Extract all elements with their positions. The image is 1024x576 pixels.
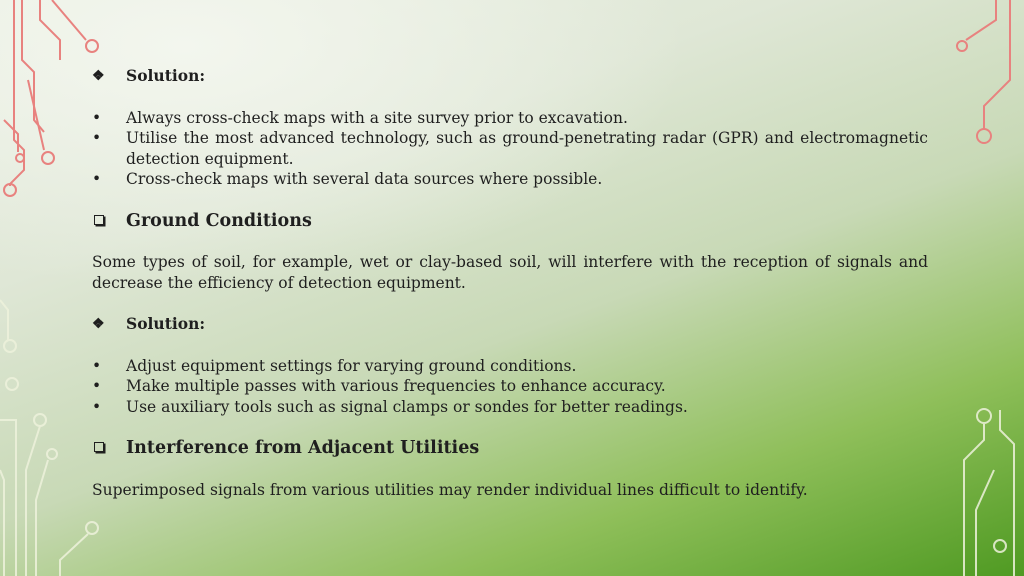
solution-label: Solution: (126, 66, 206, 85)
list-item: • Always cross-check maps with a site survey prior to excavation. (92, 108, 628, 127)
solution-heading (92, 66, 928, 87)
ground-conditions-paragraph: Some types of soil, for example, wet or clay-based soil, will interfere with the reception of signals and decrease the efficiency of detection equipment. (92, 253, 928, 292)
diamond-bullet-icon: ❖ (92, 68, 105, 84)
checkbox-bullet-icon (94, 442, 104, 452)
solution-list (92, 356, 928, 418)
slide-content (92, 66, 928, 500)
diamond-bullet-icon: ❖ (92, 316, 105, 332)
checkbox-bullet-icon (94, 215, 104, 225)
interference-paragraph: Superimposed signals from various utilities may render individual lines difficult to identify. (92, 480, 808, 499)
list-item: • Make multiple passes with various frequencies to enhance accuracy. (92, 377, 666, 395)
list-item: • Cross-check maps with several data sources where possible. (92, 170, 603, 188)
interference-heading (92, 438, 928, 459)
section-title: Interference from Adjacent Utilities (126, 438, 480, 458)
ground-conditions-heading (92, 211, 928, 232)
section-title: Ground Conditions (126, 210, 312, 231)
list-item: • Adjust equipment settings for varying ground conditions. (92, 356, 577, 375)
list-item: • Use auxiliary tools such as signal clamps or sondes for better readings. (92, 397, 688, 416)
solution-list (92, 108, 928, 190)
list-item: • Utilise the most advanced technology, such as ground-penetrating radar (GPR) and electromagnetic detection equipment. (92, 129, 928, 168)
solution-heading (92, 314, 928, 335)
solution-label: Solution: (126, 314, 206, 333)
